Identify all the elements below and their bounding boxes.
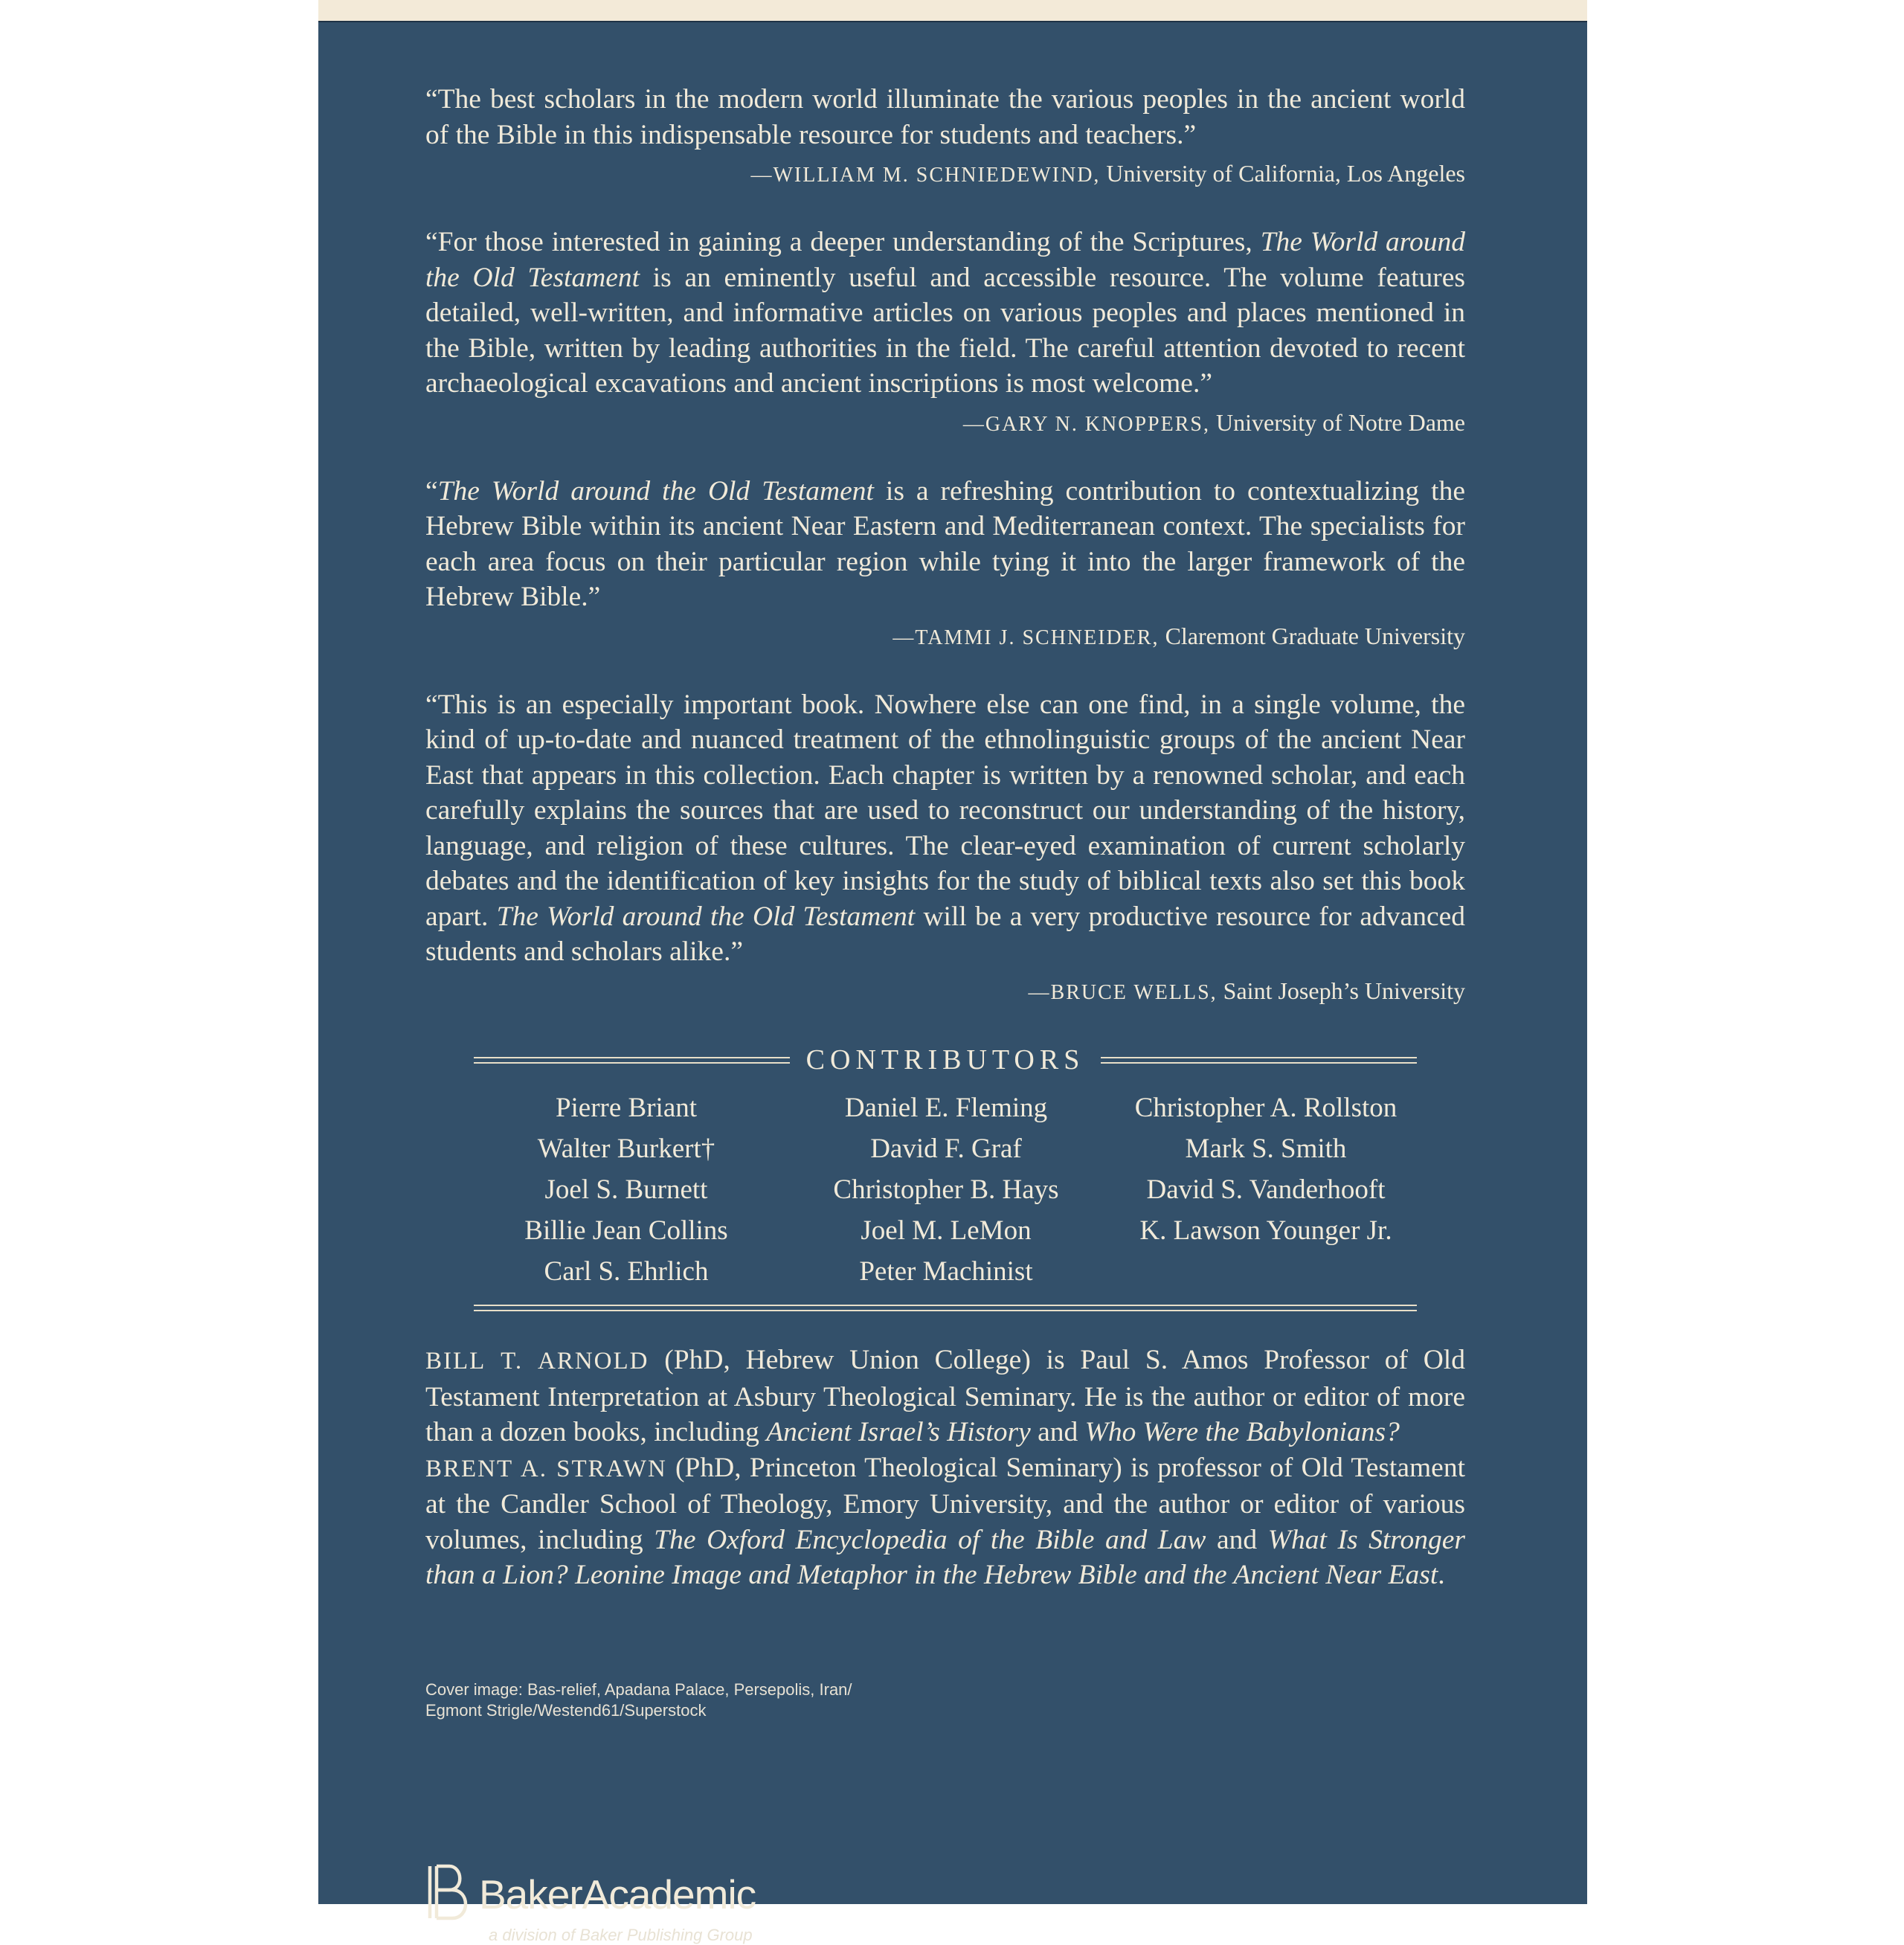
contributor-name: Peter Machinist: [859, 1256, 1033, 1287]
reviewer-name: —GARY N. KNOPPERS,: [962, 412, 1210, 436]
contributor-name: Joel M. LeMon: [861, 1215, 1032, 1246]
contributors-list: [466, 1087, 1426, 1292]
book-title: The Oxford Encyclopedia of the Bible and Law: [654, 1524, 1206, 1555]
publisher-logo: [425, 1863, 872, 1945]
baker-b-monogram-icon: [425, 1863, 473, 1921]
contributor-name: Joel S. Burnett: [544, 1174, 708, 1205]
contributor-name: Christopher A. Rollston: [1134, 1093, 1398, 1123]
contributors-header: [474, 1038, 1417, 1082]
contributor-name: Walter Burkert†: [537, 1134, 715, 1164]
blurb-quote: [425, 225, 1465, 402]
blurb-1: [425, 82, 1465, 190]
blurb-quote: [425, 474, 1465, 615]
cover-image-credit: [425, 1679, 946, 1721]
blurb-4: [425, 687, 1465, 1008]
contributor-name: David S. Vanderhooft: [1146, 1174, 1386, 1205]
quote-text: is an eminently useful and accessible resource. The volume features detailed, well-written, and informative articles on various peoples and places mentioned in the Bible, written by leading authorities in the field. The careful attention devoted to recent archaeological excavations and ancient inscriptions is most welcome.”: [425, 262, 1466, 399]
author-bios: [425, 1343, 1465, 1593]
contributor-name: Pierre Briant: [555, 1093, 698, 1123]
contributor-name: Daniel E. Fleming: [844, 1093, 1048, 1123]
blurb-attribution: [425, 621, 1465, 653]
contributor-name: Mark S. Smith: [1185, 1134, 1347, 1164]
book-title: The World around the Old Testament: [437, 475, 874, 507]
top-strip: [318, 0, 1587, 22]
reviewer-name: —TAMMI J. SCHNEIDER,: [892, 626, 1160, 649]
blurb-quote: “The best scholars in the modern world illuminate the various peoples in the ancient world of the Bible in this indispensable resource for students and teachers.”: [425, 84, 1465, 150]
reviewer-affiliation: University of Notre Dame: [1215, 408, 1465, 436]
blurb-attribution: [425, 976, 1465, 1008]
contributors-column-3: [1106, 1087, 1426, 1292]
book-title: Who Were the Babylonians?: [1084, 1417, 1400, 1447]
blurb-3: [425, 474, 1465, 653]
contributor-name: K. Lawson Younger Jr.: [1139, 1215, 1392, 1246]
publisher-subtitle: a division of Baker Publishing Group: [489, 1926, 753, 1944]
quote-text: is a refreshing contribution to contextualizing the Hebrew Bible within its ancient Near Eastern and Mediterranean context. The specialists for each area focus on their particular region while tying it into the larger framework of the Hebrew Bible.”: [425, 475, 1465, 612]
book-back-cover: [318, 0, 1587, 1944]
quote-text: “For those interested in gaining a deeper understanding of the Scriptures,: [425, 227, 1261, 257]
book-title: The World around the Old Testament: [496, 901, 916, 932]
bio-text: and: [1206, 1524, 1268, 1555]
decorative-rule: [474, 1305, 1417, 1311]
credit-line: Cover image: Bas-relief, Apadana Palace, Persepolis, Iran/: [425, 1680, 852, 1699]
publisher-name: BakerAcademic: [479, 1871, 756, 1917]
book-title: Ancient Israel’s History: [766, 1417, 1031, 1447]
reviewer-name: —BRUCE WELLS,: [1028, 980, 1218, 1004]
quote-text: will be a very productive resource for advanced students and scholars alike.”: [425, 901, 1465, 967]
bio-arnold: [425, 1343, 1465, 1450]
contributor-name: Billie Jean Collins: [524, 1215, 728, 1246]
blurb-2: [425, 225, 1465, 440]
contributor-name: Christopher B. Hays: [833, 1174, 1059, 1205]
bio-strawn: [425, 1450, 1465, 1593]
cover-content: [425, 82, 1466, 1944]
decorative-rule: [474, 1057, 790, 1064]
quote-text: “: [425, 475, 438, 507]
credit-line: Egmont Strigle/Westend61/Superstock: [425, 1701, 707, 1720]
quote-text: “This is an especially important book. Nowhere else can one find, in a single volume, the kind of up-to-date and nuanced treatment of the ethnolinguistic groups of the ancient Near East that appears in this collection. Each chapter is written by a renowned scholar, and each carefully explains the sources that are used to reconstruct our understanding of the history, language, and religion of these cultures. The clear-eyed examination of current scholarly debates and the identification of key insights for the study of biblical texts also set this book apart.: [425, 689, 1465, 932]
reviewer-affiliation: University of California, Los Angeles: [1106, 160, 1465, 187]
blurb-attribution: [425, 408, 1465, 440]
contributors-column-1: [466, 1087, 786, 1292]
bio-text: and: [1030, 1417, 1085, 1447]
blurb-attribution: [425, 158, 1465, 190]
reviewer-name: —WILLIAM M. SCHNIEDEWIND,: [750, 164, 1101, 187]
reviewer-affiliation: Claremont Graduate University: [1165, 622, 1465, 649]
bio-text: (PhD, Princeton Theological Seminary) is professor of Old Testament at the Candler School of Theology, Emory University, and the author or editor of various volumes, including: [425, 1452, 1465, 1555]
bio-text: (PhD, Hebrew Union College) is Paul S. Amos Professor of Old Testament Interpretation at Asbury Theological Seminary. He is the author or editor of more than a dozen books, including: [425, 1345, 1465, 1447]
blurb-quote: [425, 687, 1465, 970]
contributors-column-2: [786, 1087, 1106, 1292]
decorative-rule: [1101, 1057, 1417, 1064]
reviewer-affiliation: Saint Joseph’s University: [1223, 977, 1465, 1004]
book-title: What Is Stronger than a Lion? Leonine Image and Metaphor in the Hebrew Bible and the Ancient Near East: [425, 1524, 1465, 1590]
contributors-title: CONTRIBUTORS: [805, 1044, 1085, 1076]
author-name: BRENT A. STRAWN: [425, 1455, 667, 1482]
contributor-name: David F. Graf: [870, 1134, 1022, 1164]
book-title: The World around the Old Testament: [425, 227, 1465, 293]
contributor-name: Carl S. Ehrlich: [544, 1256, 709, 1287]
bio-text: .: [1438, 1560, 1445, 1590]
author-name: BILL T. ARNOLD: [425, 1348, 649, 1375]
